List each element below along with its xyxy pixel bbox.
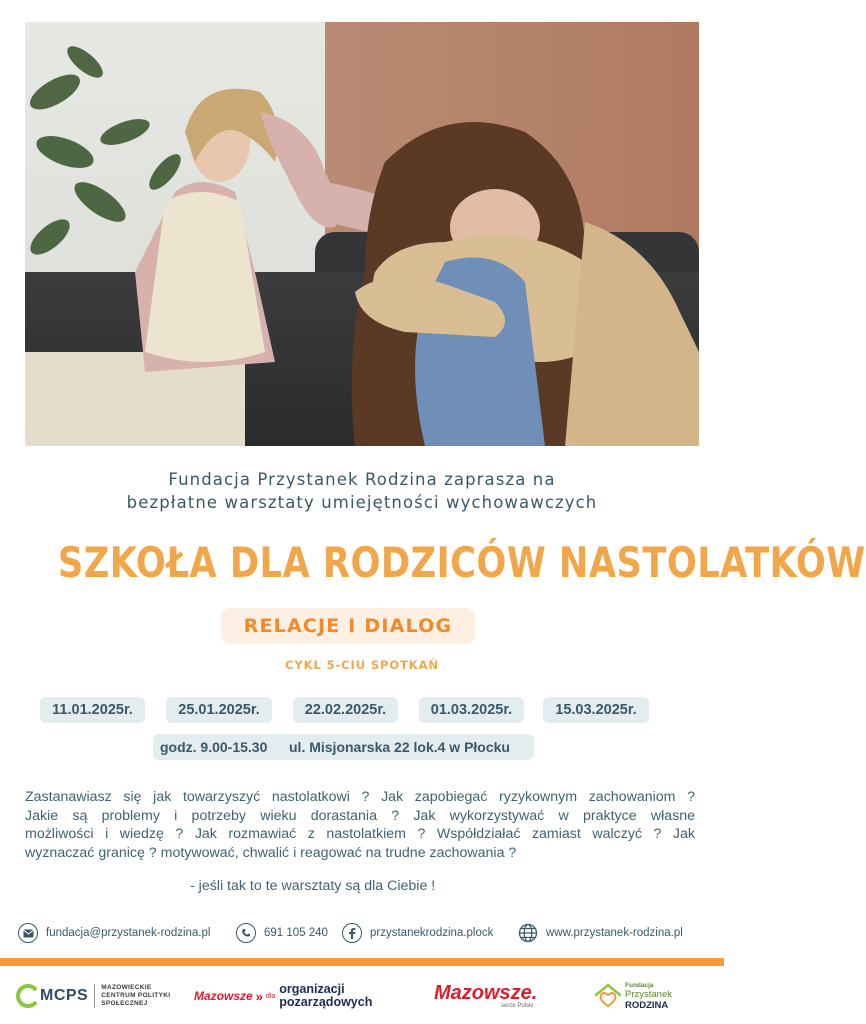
dla-text: dla <box>265 992 276 1000</box>
contact-phone[interactable] <box>236 922 328 944</box>
mcps-name-line: CENTRUM POLITYKI <box>101 992 171 999</box>
facebook-text[interactable]: przystanekrodzina.plock <box>370 927 494 939</box>
date-pill: 22.02.2025r. <box>293 697 398 723</box>
mazowsze-logo <box>434 972 537 1020</box>
hours-text: godz. 9.00-15.30 <box>160 739 268 755</box>
hero-photo <box>25 22 699 446</box>
mazowsze-subtitle: serce Polski <box>501 1003 534 1009</box>
subtitle-badge: RELACJE I DIALOG <box>221 608 475 644</box>
date-pill: 01.03.2025r. <box>419 697 524 723</box>
house-heart-icon <box>593 981 623 1011</box>
partner-logos <box>0 972 724 1024</box>
fundacja-text <box>625 982 672 1011</box>
email-icon <box>18 923 38 943</box>
tagline: - jeśli tak to te warsztaty są dla Ciebie ! <box>190 878 436 894</box>
mazowsze-brand: Mazowsze. <box>434 982 538 1004</box>
fundacja-name-2: RODZINA <box>625 999 669 1011</box>
date-pill: 15.03.2025r. <box>543 697 649 723</box>
description-line: możliwości i wiedzę ? Jak rozmawiać z nastolatkiem ? Współdziałać zamiast walczyć ? Jak <box>25 826 695 843</box>
description-line: Jakie są problemy i potrzeby wieku dorastania ? Jak wykorzystywać w praktyce własne <box>25 807 695 824</box>
org-line: organizacji <box>279 982 345 996</box>
intro-line-1: Fundacja Przystanek Rodzina zaprasza na <box>168 470 556 489</box>
contact-website[interactable] <box>518 922 683 944</box>
orange-divider <box>0 958 724 966</box>
email-text[interactable]: fundacja@przystanek-rodzina.pl <box>46 927 211 939</box>
cycle-label: CYKL 5-CIU SPOTKAŃ <box>285 658 439 672</box>
mazowsze-organizacje-logo <box>194 972 372 1020</box>
website-text[interactable]: www.przystanek-rodzina.pl <box>546 927 683 939</box>
contact-email[interactable] <box>18 922 210 944</box>
intro-line-2: bezpłatne warsztaty umiejętności wychowawczych <box>126 493 598 512</box>
mcps-mark-text: MCPS <box>40 987 89 1004</box>
phone-text[interactable]: 691 105 240 <box>264 927 328 939</box>
mcps-full-name <box>94 984 170 1008</box>
contact-facebook[interactable] <box>342 922 493 944</box>
fundacja-logo <box>593 972 672 1020</box>
org-line: pozarządowych <box>279 995 373 1009</box>
mcps-name-line: SPOŁECZNEJ <box>101 1000 148 1007</box>
page-title: SZKOŁA DLA RODZICÓW NASTOLATKÓW <box>57 538 866 587</box>
globe-icon <box>518 923 538 943</box>
date-pill: 25.01.2025r. <box>166 697 272 723</box>
description <box>25 788 695 862</box>
description-line: Zastanawiasz się jak towarzyszyć nastolatkowi ? Jak zapobiegać ryzykownym zachowaniom ? <box>25 789 695 805</box>
description-line: wyznaczać granicę ? motywować, chwalić i reagować na trudne zachowania ? <box>25 844 517 861</box>
phone-icon <box>236 923 256 943</box>
fundacja-small: Fundacja <box>625 981 654 989</box>
date-pill: 11.01.2025r. <box>40 697 145 723</box>
address-text: ul. Misjonarska 22 lok.4 w Płocku <box>289 739 510 755</box>
chevron-right-icon: » <box>255 988 263 1004</box>
mcps-mark-icon <box>16 984 40 1008</box>
mcps-logo <box>16 972 170 1020</box>
org-text <box>279 983 372 1009</box>
time-location-pill <box>153 734 534 760</box>
facebook-icon <box>342 923 362 943</box>
mazowsze-brand-small: Mazowsze <box>194 989 253 1003</box>
mcps-name-line: MAZOWIECKIE <box>101 984 152 991</box>
fundacja-name-1: Przystanek <box>625 988 672 1000</box>
photo-figures <box>25 22 699 446</box>
